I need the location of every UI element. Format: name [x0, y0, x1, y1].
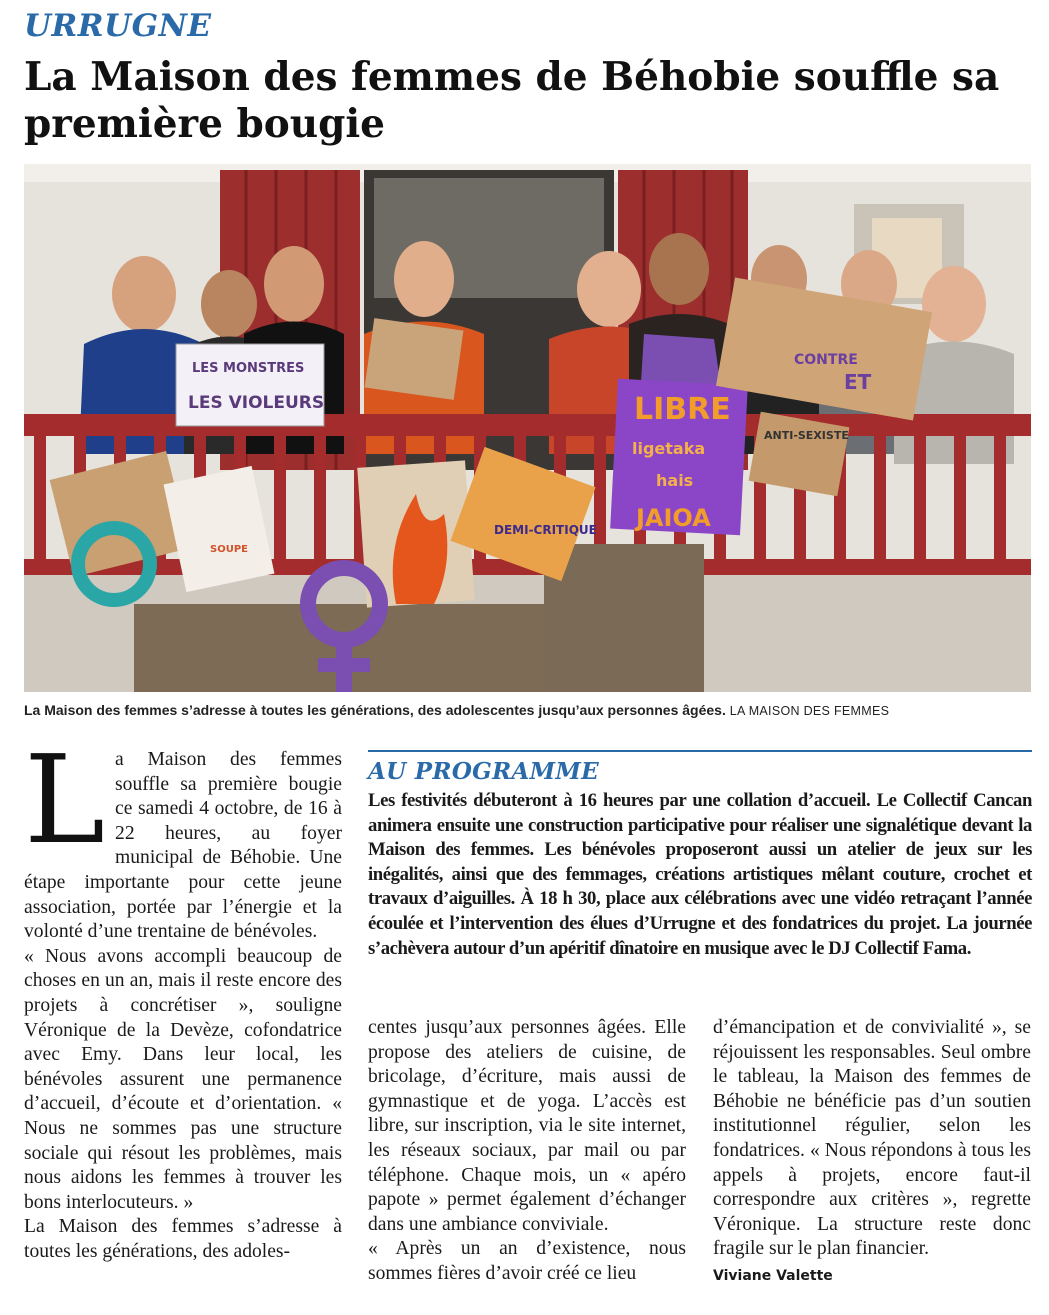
svg-text:ligetaka: ligetaka [632, 439, 706, 458]
svg-text:SOUPE: SOUPE [210, 544, 248, 555]
headline: La Maison des femmes de Béhobie souffle sa première bougie [24, 54, 1000, 147]
svg-text:hais: hais [656, 471, 694, 490]
article-column-2 [368, 1016, 686, 1287]
svg-text:JAIOA: JAIOA [636, 504, 711, 532]
svg-text:LIBRE: LIBRE [634, 392, 731, 427]
paragraph-quote: « Nous avons accompli beaucoup de choses en un an, mais il reste encore des projets à concrétiser », souligne Véronique de la Devèze, cofondatrice avec Emy. Dans leur local, les bénévoles assurent une permanence d’accueil, d’écoute et d’orientation. « Nous ne sommes pas une structure sociale qui résout les problèmes, mais nous aidons les femmes à trouver les bons interlocuteurs. » [24, 945, 342, 1213]
article-column-1 [24, 729, 342, 1264]
svg-text:CONTRE: CONTRE [794, 352, 858, 368]
photo-credit: LA MAISON DES FEMMES [729, 704, 890, 718]
paragraph-intro: a Maison des femmes souffle sa première bougie ce samedi 4 octobre, de 16 à 22 heures, au foyer municipal de Béhobie. Une étape importante pour cette jeune association, portée par l’énergie et la volonté d’une trentaine de bénévoles. [24, 749, 342, 943]
svg-text:LES VIOLEURS: LES VIOLEURS [188, 393, 325, 413]
svg-text:LES MONSTRES: LES MONSTRES [192, 361, 305, 376]
svg-text:ET: ET [844, 370, 872, 394]
photo-caption [24, 702, 1031, 718]
author-signature: Viviane Valette [713, 1267, 833, 1284]
article-photo [24, 164, 1031, 692]
svg-text:ANTI-SEXISTE: ANTI-SEXISTE [764, 429, 849, 442]
section-kicker: URRUGNE [24, 8, 212, 44]
paragraph-workshops: centes jusqu’aux personnes âgées. Elle propose des ateliers de cuisine, de bricolage, d’écriture, mais aussi de gymnastique et de yoga. L’accès est libre, sur inscription, via le site internet, les réseaux sociaux, par mail ou par téléphone. Chaque mois, un « apéro papote » permet également d’échanger dans une ambiance conviviale. [368, 1017, 686, 1235]
caption-text: La Maison des femmes s’adresse à toutes les générations, des adolescentes jusqu’aux personnes âgées. [24, 702, 726, 718]
paragraph-generations: La Maison des femmes s’adresse à toutes les générations, des adoles- [24, 1216, 342, 1262]
svg-text:DEMI-CRITIQUE: DEMI-CRITIQUE [494, 523, 597, 537]
program-box [368, 750, 1032, 961]
paragraph-funding: d’émancipation et de convivialité », se réjouissent les responsables. Seul ombre le tableau, la Maison des femmes de Béhobie ne bénéficie pas d’un soutien institutionnel régulier, selon les fondatrices. « Nous répondons à tous les appels à projets, encore faut-il correspondre aux critères », regrette Véronique. La structure reste donc fragile sur le plan financier. [713, 1017, 1031, 1260]
article-column-3 [713, 1016, 1031, 1289]
program-text: Les festivités débuteront à 16 heures par une collation d’accueil. Le Collectif Cancan animera ensuite une construction participative pour réaliser une signalétique devant la Maison des femmes. Les bénévoles proposeront aussi un atelier de jeux sur les inégalités, ainsi que des femmages, créations artistiques mêlant couture, crochet et travaux d’aiguilles. À 18 h 30, place aux célébrations avec une vidéo retraçant l’année écoulée et l’intervention des élues d’Urrugne et des fondatrices du projet. La journée s’achèvera autour d’un apéritif dînatoire en musique avec le DJ Collectif Fama. [368, 790, 1032, 959]
paragraph-pride: « Après un an d’existence, nous sommes fières d’avoir créé ce lieu [368, 1238, 686, 1284]
program-title: AU PROGRAMME [368, 758, 600, 785]
drop-cap: L [24, 729, 106, 871]
